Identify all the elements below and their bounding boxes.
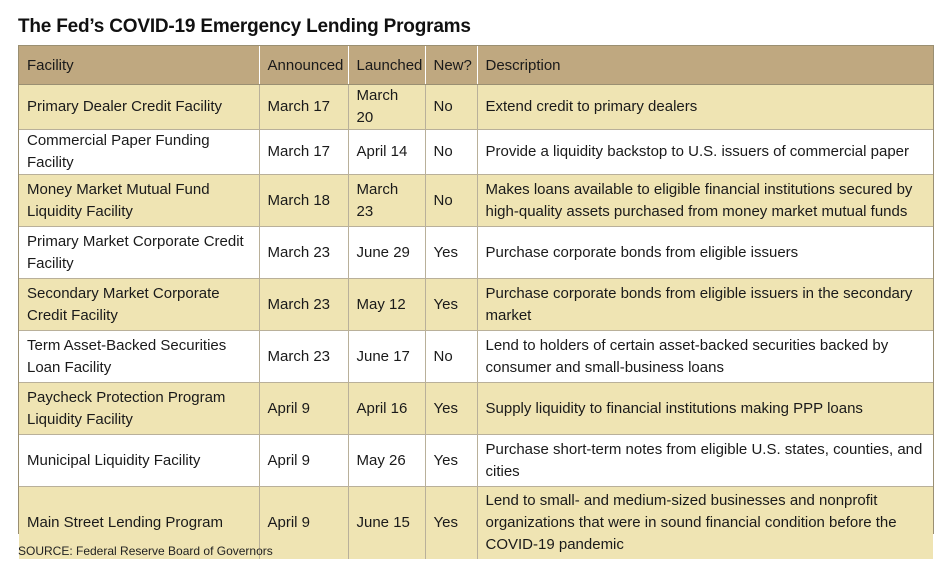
description-cell: Lend to small- and medium-sized businesses and nonprofit organizations that were in sound financial condition before the COVID-19 pandemic [477, 487, 933, 559]
table-header-row [19, 46, 933, 85]
description-cell: Provide a liquidity backstop to U.S. issuers of commercial paper [477, 130, 933, 175]
description-cell: Purchase corporate bonds from eligible issuers [477, 227, 933, 279]
launched-cell: May 26 [348, 435, 425, 487]
launched-cell: June 29 [348, 227, 425, 279]
announced-cell: April 9 [259, 435, 348, 487]
launched-cell: June 17 [348, 331, 425, 383]
table-row [19, 331, 933, 383]
facility-cell: Secondary Market Corporate Credit Facility [19, 279, 259, 331]
new-cell: No [425, 130, 477, 175]
description-cell: Supply liquidity to financial institutions making PPP loans [477, 383, 933, 435]
announced-cell: March 23 [259, 227, 348, 279]
new-cell: No [425, 331, 477, 383]
facility-cell: Money Market Mutual Fund Liquidity Facility [19, 175, 259, 227]
announced-cell: March 17 [259, 85, 348, 130]
table-row [19, 435, 933, 487]
facility-cell: Commercial Paper Funding Facility [19, 130, 259, 175]
table-row [19, 279, 933, 331]
page-title: The Fed’s COVID-19 Emergency Lending Programs [18, 16, 471, 37]
facility-cell: Municipal Liquidity Facility [19, 435, 259, 487]
table-row [19, 227, 933, 279]
description-cell: Extend credit to primary dealers [477, 85, 933, 130]
facility-cell: Term Asset-Backed Securities Loan Facility [19, 331, 259, 383]
new-cell: Yes [425, 487, 477, 559]
announced-cell: March 23 [259, 331, 348, 383]
lending-programs-table [19, 46, 933, 559]
source-note: SOURCE: Federal Reserve Board of Governors [18, 544, 273, 558]
announced-cell: March 23 [259, 279, 348, 331]
launched-cell: March 23 [348, 175, 425, 227]
announced-cell: March 17 [259, 130, 348, 175]
launched-cell: April 16 [348, 383, 425, 435]
facility-cell: Primary Dealer Credit Facility [19, 85, 259, 130]
description-cell: Lend to holders of certain asset-backed securities backed by consumer and small-business loans [477, 331, 933, 383]
column-header-facility: Facility [19, 46, 259, 85]
facility-cell: Paycheck Protection Program Liquidity Facility [19, 383, 259, 435]
column-header-description: Description [477, 46, 933, 85]
facility-cell: Main Street Lending Program [19, 487, 259, 559]
column-header-launched: Launched [348, 46, 425, 85]
new-cell: Yes [425, 279, 477, 331]
announced-cell: April 9 [259, 383, 348, 435]
launched-cell: May 12 [348, 279, 425, 331]
table-row [19, 383, 933, 435]
column-header-new: New? [425, 46, 477, 85]
announced-cell: March 18 [259, 175, 348, 227]
announced-cell: April 9 [259, 487, 348, 559]
table-row [19, 175, 933, 227]
table-row [19, 130, 933, 175]
new-cell: Yes [425, 435, 477, 487]
launched-cell: March 20 [348, 85, 425, 130]
description-cell: Makes loans available to eligible financial institutions secured by high-quality assets purchased from money market mutual funds [477, 175, 933, 227]
table-row [19, 85, 933, 130]
description-cell: Purchase corporate bonds from eligible issuers in the secondary market [477, 279, 933, 331]
new-cell: No [425, 85, 477, 130]
launched-cell: June 15 [348, 487, 425, 559]
new-cell: Yes [425, 383, 477, 435]
column-header-announced: Announced [259, 46, 348, 85]
launched-cell: April 14 [348, 130, 425, 175]
new-cell: No [425, 175, 477, 227]
description-cell: Purchase short-term notes from eligible U.S. states, counties, and cities [477, 435, 933, 487]
new-cell: Yes [425, 227, 477, 279]
facility-cell: Primary Market Corporate Credit Facility [19, 227, 259, 279]
